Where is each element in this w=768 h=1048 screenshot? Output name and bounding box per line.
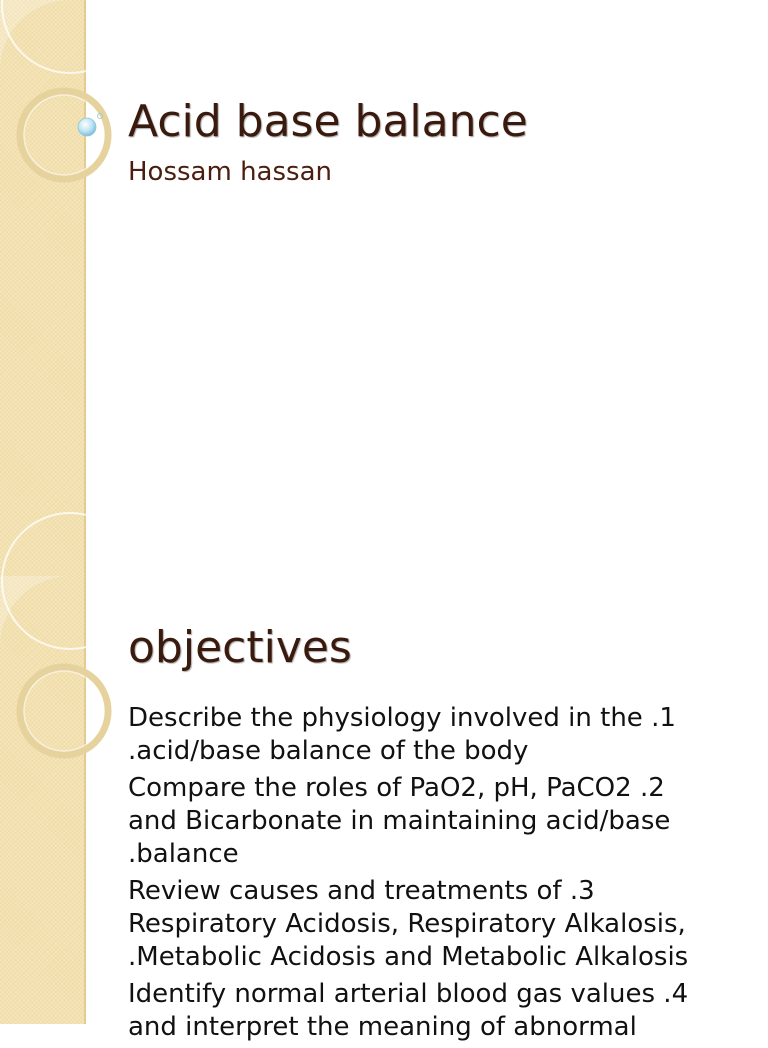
objective-line: Review causes and treatments of .3 (128, 876, 595, 906)
objective-line: Compare the roles of PaO2, pH, PaCO2 .2 (128, 773, 665, 803)
objective-line: and interpret the meaning of abnormal (128, 1012, 637, 1042)
objective-line: .Metabolic Acidosis and Metabolic Alkalosis (128, 942, 689, 972)
objective-line: Respiratory Acidosis, Respiratory Alkalosis, (128, 909, 686, 939)
objective-line: Describe the physiology involved in the .1 (128, 703, 676, 733)
objective-line: and Bicarbonate in maintaining acid/base (128, 806, 671, 836)
objective-item-2 (128, 772, 748, 871)
objective-item-1 (128, 702, 748, 768)
bubble-icon (74, 108, 108, 142)
objectives-list (128, 702, 748, 1048)
objectives-slide (0, 576, 768, 1042)
objective-line: .balance (128, 839, 239, 869)
slide-subtitle: Hossam hassan (128, 157, 332, 187)
ring-ornament-icon (0, 576, 120, 776)
objective-line: .acid/base balance of the body (128, 736, 529, 766)
objective-item-3 (128, 875, 748, 974)
objectives-title: objectives (128, 622, 352, 673)
ring-ornament-icon (0, 0, 120, 200)
objective-item-4 (128, 978, 748, 1044)
objective-line: Identify normal arterial blood gas values .4 (128, 979, 689, 1009)
slide-title: Acid base balance (128, 96, 528, 147)
